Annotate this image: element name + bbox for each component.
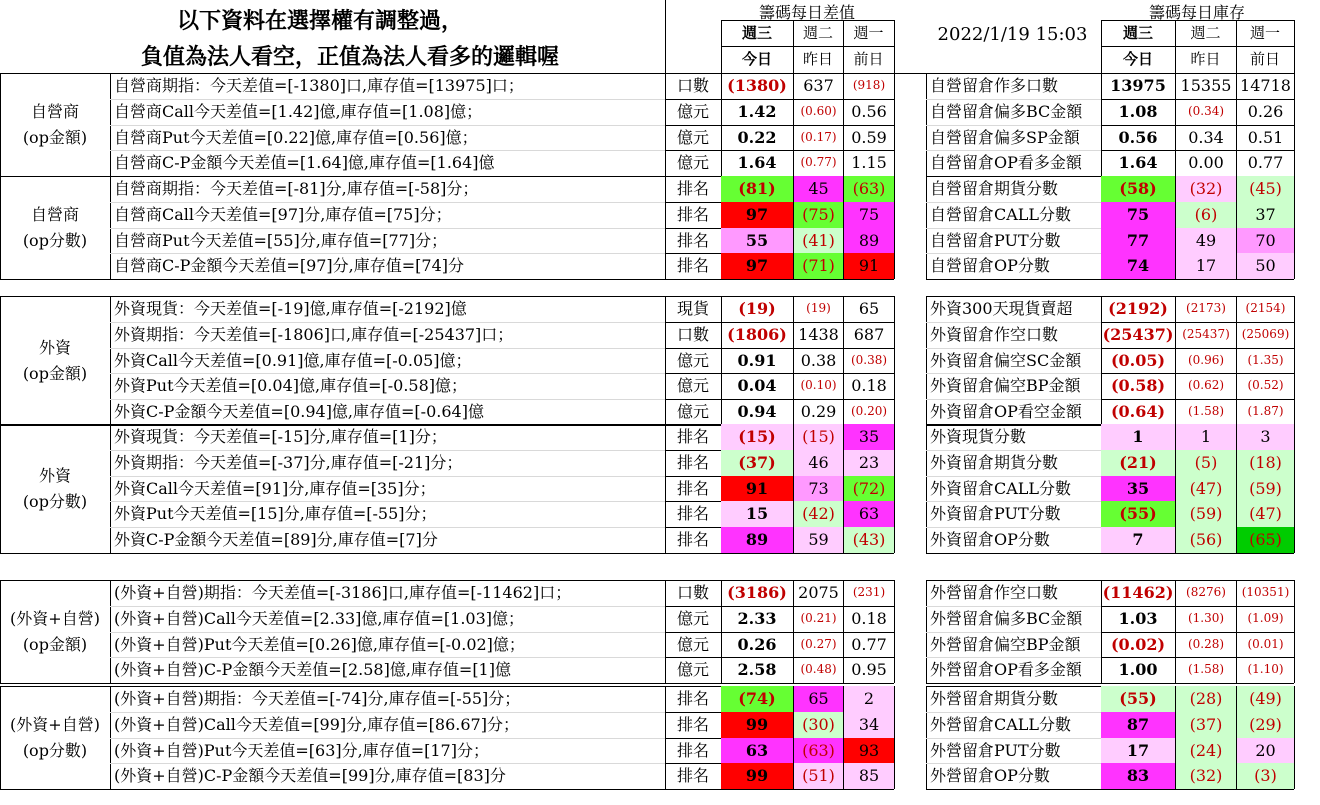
row-description: 自營商C-P金額今天差值=[97]分,庫存值=[74]分 [114,256,465,276]
row-description: 自營商Call今天差值=[1.42]億,庫存值=[1.08]億； [114,101,483,121]
row-description: 自營商Call今天差值=[97]分,庫存值=[75]分； [114,204,452,224]
stock-value: (3) [1236,763,1294,789]
row-description: (外資+自營)Call今天差值=[2.33]億,庫存值=[1.03]億； [114,608,525,628]
diff-value: (15) [793,424,843,450]
stock-label: 外資留倉OP分數 [930,530,1050,550]
grid-line [1294,424,1295,553]
stock-value: (59) [1236,476,1294,502]
diff-value: 1438 [793,322,843,348]
stock-label: 自營留倉偏多SP金額 [930,127,1080,147]
unit-label: 排名 [676,204,709,224]
diff-value: 63 [843,501,894,527]
row-description: 外資C-P金額今天差值=[0.94]億,庫存值=[-0.64]億 [114,402,484,422]
diff-value: 2.33 [737,608,777,628]
stock-label: 自營留倉CALL分數 [930,204,1072,224]
grid-line [894,296,895,425]
stock-label: 自營留倉PUT分數 [930,230,1061,250]
stock-value: 1.03 [1118,608,1158,628]
grid-line [0,553,894,554]
diff-value: 0.94 [737,402,777,422]
diff-value: 637 [793,73,843,99]
diff-value: (19) [738,299,776,318]
unit-label: 排名 [676,427,709,446]
note-line-2: 負值為法人看空，正值為法人看多的邏輯喔 [140,44,559,70]
diff-value: 0.04 [737,376,777,396]
diff-value: (30) [793,712,843,738]
unit-label: 億元 [676,634,709,654]
stock-value: (65) [1236,527,1294,553]
stock-label: 外資留倉偏空SC金額 [930,350,1082,370]
stock-value: (59) [1175,501,1236,527]
diff-value: 0.22 [737,127,777,147]
grid-line [926,553,1294,554]
stock-value: (28) [1175,686,1236,712]
stock-value: 1.64 [1118,153,1158,173]
diff-col-label: 前日 [853,50,884,68]
diff-value: (0.10) [793,373,843,399]
diff-value: (3186) [727,583,787,602]
row-description: 自營商Put今天差值=[55]分,庫存值=[77]分； [114,230,448,250]
grid-line [0,176,1,279]
note-line-1: 以下資料在選擇權有調整過， [176,8,463,34]
diff-value: (0.20) [843,399,894,425]
diff-value: 91 [721,476,793,502]
diff-value: (0.38) [843,348,894,374]
stock-label: 外營留倉偏多BC金額 [930,608,1083,628]
grid-line [0,279,894,280]
diff-value: 55 [721,228,793,254]
stock-value: 70 [1236,228,1294,254]
stock-value: (25069) [1236,322,1294,348]
group-label-3: 外資 (op分數) [22,465,88,511]
stock-value: (0.02) [1110,634,1166,654]
row-description: 外資C-P金額今天差值=[89]分,庫存值=[7]分 [114,530,438,550]
grid-line [894,73,895,176]
stock-value: (18) [1236,450,1294,476]
row-description: (外資+自營)期指：今天差值=[-74]分,庫存值=[-55]分； [114,689,521,708]
grid-line [793,20,794,73]
diff-value: (43) [843,527,894,553]
unit-label: 排名 [676,478,709,498]
diff-value: 46 [793,450,843,476]
diff-value: (71) [793,253,843,279]
stock-value: (10351) [1236,580,1294,606]
row-description: (外資+自營)C-P金額今天差值=[2.58]億,庫存值=[1]億 [114,660,511,680]
stock-value: (55) [1101,686,1175,712]
stock-day-label: 週二 [1190,24,1221,42]
diff-value: 687 [843,322,894,348]
diff-value: 1.64 [737,153,777,173]
grid-line [894,580,895,683]
stock-value: 1.00 [1118,660,1158,680]
stock-label: 外營留倉期貨分數 [930,689,1059,708]
diff-value: 0.59 [843,125,894,151]
group-label-5: (外資+自營) (op分數) [10,714,100,760]
diff-value: 99 [721,763,793,789]
unit-label: 億元 [676,402,709,422]
stock-value: (11462) [1102,583,1174,602]
row-description: (外資+自營)Put今天差值=[63]分,庫存值=[17]分； [114,740,489,760]
diff-value: (37) [721,450,793,476]
diff-value: (19) [793,296,843,322]
stock-label: 外營留倉PUT分數 [930,740,1061,760]
grid-line [0,424,1,553]
stock-label: 自營留倉偏多BC金額 [930,101,1083,121]
diff-col-label: 今日 [741,50,772,68]
unit-label: 口數 [676,324,709,344]
stock-value: 0.34 [1175,125,1236,151]
stock-value: 1 [1101,424,1175,450]
diff-value: (41) [793,228,843,254]
row-description: 外資Call今天差值=[0.91]億,庫存值=[-0.05]億； [114,350,472,370]
stock-label: 外資留倉OP看空金額 [930,402,1082,422]
diff-value: (51) [793,763,843,789]
row-description: 外資期指：今天差值=[-37]分,庫存值=[-21]分； [114,452,463,472]
unit-label: 億元 [676,608,709,628]
grid-line [926,683,1294,684]
unit-label: 排名 [676,179,709,198]
diff-value: 65 [793,686,843,712]
stock-label: 外資留倉CALL分數 [930,478,1072,498]
grid-line [721,46,894,47]
diff-value: 34 [843,712,894,738]
diff-value: (63) [793,738,843,764]
unit-label: 億元 [676,350,709,370]
stock-label: 外營留倉CALL分數 [930,714,1072,734]
diff-value: 0.56 [843,99,894,125]
stock-value: (8276) [1175,580,1236,606]
grid-line [894,686,895,789]
group-label-4: (外資+自營) (op金額) [10,608,100,654]
diff-day-label: 週二 [802,24,833,42]
row-description: 自營商C-P金額今天差值=[1.64]億,庫存值=[1.64]億 [114,153,495,173]
stock-value: (24) [1175,738,1236,764]
row-description: 外資現貨：今天差值=[-15]分,庫存值=[1]分； [114,427,447,446]
stock-value: (1.35) [1236,348,1294,374]
row-description: 外資現貨：今天差值=[-19]億,庫存值=[-2192]億 [114,299,467,318]
diff-value: 91 [843,253,894,279]
diff-value: (231) [843,580,894,606]
stock-title: 籌碼每日庫存 [1148,3,1245,20]
diff-value: 23 [843,450,894,476]
stock-value: 15355 [1175,73,1236,99]
stock-label: 自營留倉OP看多金額 [930,153,1082,173]
stock-label: 外營留倉偏空BP金額 [930,634,1081,654]
stock-value: 7 [1101,527,1175,553]
stock-col-label: 昨日 [1190,50,1221,68]
stock-value: (45) [1236,176,1294,202]
diff-value: 45 [793,176,843,202]
unit-label: 排名 [676,740,709,760]
stock-value: (1.87) [1236,399,1294,425]
stock-value: (25437) [1102,324,1174,344]
diff-value: (74) [721,686,793,712]
stock-value: (1.09) [1236,606,1294,632]
stock-value: 49 [1175,228,1236,254]
diff-value: (81) [721,176,793,202]
stock-value: (5) [1175,450,1236,476]
row-description: (外資+自營)C-P金額今天差值=[99]分,庫存值=[83]分 [114,766,506,786]
diff-value: 15 [721,501,793,527]
stock-value: 77 [1101,228,1175,254]
stock-label: 外資300天現貨賣超 [930,299,1073,318]
grid-line [1294,20,1295,73]
stock-value: 74 [1101,253,1175,279]
diff-value: 73 [793,476,843,502]
stock-value: (32) [1175,176,1236,202]
stock-day-label: 週一 [1249,24,1280,42]
grid-line [926,789,1294,790]
unit-label: 現貨 [676,299,709,318]
stock-value: (0.01) [1236,632,1294,658]
unit-label: 億元 [676,127,709,147]
unit-label: 排名 [676,230,709,250]
stock-value: (29) [1236,712,1294,738]
stock-value: 0.51 [1236,125,1294,151]
row-description: (外資+自營)Put今天差值=[0.26]億,庫存值=[-0.02]億； [114,634,525,654]
diff-value: 0.26 [737,634,777,654]
stock-value: 0.56 [1118,127,1158,147]
grid-line [721,20,894,21]
diff-value: 0.18 [843,606,894,632]
diff-value: 75 [843,202,894,228]
diff-value: 99 [721,712,793,738]
diff-value: (0.48) [793,657,843,683]
diff-value: 2.58 [737,660,777,680]
stock-day-label: 週三 [1122,24,1153,42]
stock-value: (1.58) [1175,657,1236,683]
stock-value: 17 [1175,253,1236,279]
diff-value: 35 [843,424,894,450]
stock-label: 自營留倉作多口數 [930,76,1059,95]
grid-line [0,789,894,790]
stock-value: 13975 [1110,76,1166,95]
stock-value: (2173) [1175,296,1236,322]
stock-label: 自營留倉期貨分數 [930,179,1059,198]
diff-value: (0.21) [793,606,843,632]
row-description: 外資期指：今天差值=[-1806]口,庫存值=[-25437]口； [114,324,514,344]
grid-line [1175,20,1176,73]
grid-line [894,20,895,73]
grid-line [1101,20,1294,21]
diff-value: 0.77 [843,632,894,658]
diff-value: (63) [843,176,894,202]
diff-value: 0.38 [793,348,843,374]
unit-label: 排名 [676,766,709,786]
stock-value: 3 [1236,424,1294,450]
stock-value: 0.00 [1175,150,1236,176]
stock-label: 自營留倉OP分數 [930,256,1050,276]
diff-value: 2 [843,686,894,712]
stock-value: 17 [1101,738,1175,764]
grid-line [1294,296,1295,425]
grid-line [1294,686,1295,789]
unit-label: 排名 [676,504,709,524]
diff-value: (918) [843,73,894,99]
diff-value: 0.91 [737,350,777,370]
diff-value: (1380) [727,76,787,95]
stock-value: 35 [1101,476,1175,502]
diff-value: (42) [793,501,843,527]
row-description: 自營商Put今天差值=[0.22]億,庫存值=[0.56]億； [114,127,478,147]
stock-value: (0.28) [1175,632,1236,658]
grid-line [894,176,895,279]
stock-value: (49) [1236,686,1294,712]
group-label-2: 外資 (op金額) [22,337,88,383]
stock-value: 1 [1175,424,1236,450]
stock-value: (55) [1101,501,1175,527]
grid-line [1101,20,1102,73]
diff-value: 1.15 [843,150,894,176]
diff-title: 籌碼每日差值 [758,3,855,20]
diff-value: 0.95 [843,657,894,683]
unit-label: 排名 [676,530,709,550]
stock-value: 20 [1236,738,1294,764]
grid-line [894,424,895,553]
unit-label: 億元 [676,376,709,396]
diff-value: (1806) [727,324,787,344]
stock-value: (58) [1101,176,1175,202]
unit-label: 排名 [676,256,709,276]
stock-value: (1.10) [1236,657,1294,683]
diff-value: (72) [843,476,894,502]
stock-value: (1.58) [1175,399,1236,425]
grid-line [1236,20,1237,73]
stock-value: (0.05) [1110,350,1166,370]
diff-day-label: 週三 [741,24,772,42]
stock-label: 外資留倉PUT分數 [930,504,1061,524]
stock-value: 87 [1101,712,1175,738]
grid-line [1294,176,1295,279]
stock-value: (47) [1236,501,1294,527]
stock-col-label: 前日 [1249,50,1280,68]
diff-value: (75) [793,202,843,228]
stock-value: (0.96) [1175,348,1236,374]
diff-value: (0.17) [793,125,843,151]
grid-line [0,686,1,789]
grid-line [721,20,722,73]
stock-value: (56) [1175,527,1236,553]
group-label-1: 自營商 (op分數) [22,204,88,250]
row-description: (外資+自營)期指：今天差值=[-3186]口,庫存值=[-11462]口； [114,583,572,602]
stock-value: (6) [1175,202,1236,228]
stock-label: 外營留倉OP看多金額 [930,660,1082,680]
diff-value: 89 [721,527,793,553]
datetime: 2022/1/19 15:03 [937,24,1088,45]
stock-value: 37 [1236,202,1294,228]
diff-value: 65 [843,296,894,322]
unit-label: 排名 [676,452,709,472]
stock-value: (0.34) [1175,99,1236,125]
diff-value: 85 [843,763,894,789]
diff-value: (0.77) [793,150,843,176]
diff-value: (0.27) [793,632,843,658]
diff-value: 59 [793,527,843,553]
grid-line [1294,73,1295,176]
stock-label: 外資留倉期貨分數 [930,452,1059,472]
unit-label: 億元 [676,660,709,680]
diff-value: 97 [721,253,793,279]
group-label-0: 自營商 (op金額) [22,101,88,147]
stock-value: (0.64) [1110,402,1166,422]
stock-value: (1.30) [1175,606,1236,632]
diff-value: 1.42 [737,101,777,121]
stock-value: (37) [1175,712,1236,738]
grid-line [0,580,1,683]
stock-value: 0.77 [1236,150,1294,176]
stock-value: (47) [1175,476,1236,502]
diff-day-label: 週一 [853,24,884,42]
diff-value: 0.29 [793,399,843,425]
row-description: 外資Call今天差值=[91]分,庫存值=[35]分； [114,478,436,498]
grid-line [665,0,666,73]
stock-value: (0.52) [1236,373,1294,399]
unit-label: 億元 [676,153,709,173]
stock-value: 14718 [1236,73,1294,99]
grid-line [0,73,1,176]
diff-value: 2075 [793,580,843,606]
grid-line [0,683,894,684]
stock-value: 1.08 [1118,101,1158,121]
grid-line [0,296,1,425]
unit-label: 口數 [676,583,709,602]
unit-label: 口數 [676,76,709,95]
diff-value: 97 [721,202,793,228]
stock-value: (0.58) [1110,376,1166,396]
stock-value: (2154) [1236,296,1294,322]
row-description: 自營商期指：今天差值=[-81]分,庫存值=[-58]分； [114,179,479,198]
unit-label: 排名 [676,714,709,734]
stock-value: 50 [1236,253,1294,279]
row-description: (外資+自營)Call今天差值=[99]分,庫存值=[86.67]分； [114,714,519,734]
stock-value: (32) [1175,763,1236,789]
stock-value: 83 [1101,763,1175,789]
row-description: 自營商期指：今天差值=[-1380]口,庫存值=[13975]口； [114,76,524,95]
diff-value: 93 [843,738,894,764]
grid-line [926,279,1294,280]
diff-value: 63 [721,738,793,764]
stock-value: (25437) [1175,322,1236,348]
unit-label: 億元 [676,101,709,121]
stock-col-label: 今日 [1122,50,1153,68]
diff-col-label: 昨日 [802,50,833,68]
stock-label: 外資現貨分數 [930,427,1027,446]
diff-value: (0.60) [793,99,843,125]
stock-label: 外資留倉偏空BP金額 [930,376,1081,396]
stock-label: 外資留倉作空口數 [930,324,1059,344]
row-description: 外資Put今天差值=[0.04]億,庫存值=[-0.58]億； [114,376,468,396]
grid-line [1101,46,1294,47]
diff-value: 89 [843,228,894,254]
grid-line [1294,580,1295,683]
diff-value: 0.18 [843,373,894,399]
grid-line [843,20,844,73]
unit-label: 排名 [676,689,709,708]
stock-value: (2192) [1108,299,1168,318]
stock-value: (0.62) [1175,373,1236,399]
stock-value: 0.26 [1236,99,1294,125]
stock-label: 外營留倉OP分數 [930,766,1050,786]
stock-value: (21) [1101,450,1175,476]
stock-value: 75 [1101,202,1175,228]
row-description: 外資Put今天差值=[15]分,庫存值=[-55]分； [114,504,437,524]
diff-value: (15) [721,424,793,450]
stock-label: 外營留倉作空口數 [930,583,1059,602]
